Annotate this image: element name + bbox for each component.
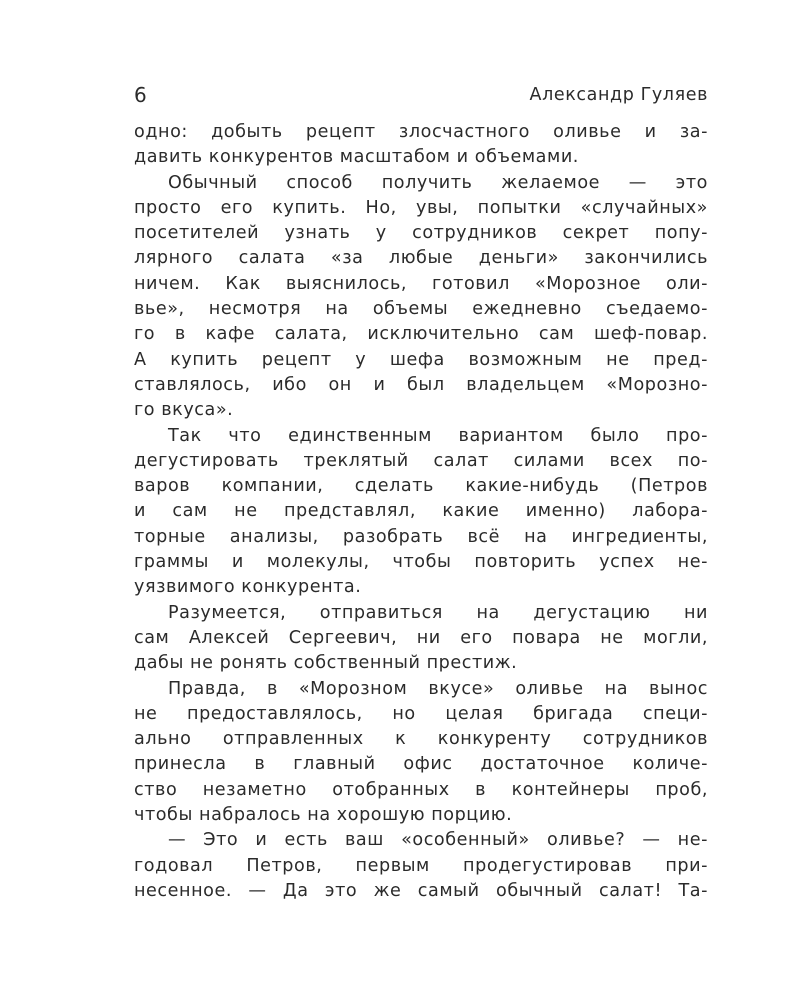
text-line: варов компании, сделать какие-нибудь (Петров [134, 476, 708, 497]
text-line: вье», несмотря на объемы ежедневно съедаемо- [134, 299, 708, 320]
text-line: Правда, в «Морозном вкусе» оливье на вынос [168, 678, 708, 699]
text-line: уязвимого конкурента. [134, 577, 362, 598]
text-line: сам Алексей Сергеевич, ни его повара не могли, [134, 627, 708, 648]
text-line: не предоставлялось, но целая бригада специ- [134, 703, 708, 724]
text-line: давить конкурентов масштабом и объемами. [134, 147, 579, 168]
text-line: Так что единственным вариантом было про- [168, 425, 708, 446]
text-line: ничем. Как выяснилось, готовил «Морозное оли- [134, 273, 708, 294]
text-line: просто его купить. Но, увы, попытки «случайных» [134, 197, 708, 218]
text-line: дегустировать треклятый салат силами всех по- [134, 450, 708, 471]
text-line: одно: добыть рецепт злосчастного оливье и за- [134, 122, 708, 142]
text-line: годовал Петров, первым продегустировав при- [134, 855, 708, 876]
text-line: и сам не представлял, какие именно) лабора- [134, 501, 708, 522]
text-line: граммы и молекулы, чтобы повторить успех не- [134, 552, 708, 573]
text-line: торные анализы, разобрать всё на ингредиенты, [134, 526, 708, 547]
text-line: чтобы набралось на хорошую порцию. [134, 805, 513, 826]
text-line: го в кафе салата, исключительно сам шеф-повар. [134, 324, 708, 345]
text-line: Разумеется, отправиться на дегустацию ни [168, 602, 708, 623]
text-line: ставлялось, ибо он и был владельцем «Морозно- [134, 374, 708, 395]
text-line: Обычный способ получить желаемое — это [168, 172, 708, 193]
text-line: принесла в главный офис достаточное количе- [134, 754, 708, 775]
text-line: дабы не ронять собственный престиж. [134, 653, 518, 674]
text-line: ально отправленных к конкуренту сотрудников [134, 729, 708, 750]
text-line: посетителей узнать у сотрудников секрет попу- [134, 223, 708, 244]
text-line: — Это и есть ваш «особенный» оливье? — не- [168, 830, 708, 851]
page-number: 6 [134, 83, 148, 107]
text-line: ство незаметно отобранных в контейнеры проб, [134, 779, 708, 800]
text-line: несенное. — Да это же самый обычный салат! Та- [134, 880, 708, 901]
body-text [134, 120, 708, 904]
running-head-author: Александр Гуляев [529, 85, 708, 105]
text-line: го вкуса». [134, 400, 234, 421]
text-line: А купить рецепт у шефа возможным не пред- [134, 349, 708, 370]
text-line: лярного салата «за любые деньги» закончились [134, 248, 708, 269]
page-header [134, 80, 708, 110]
